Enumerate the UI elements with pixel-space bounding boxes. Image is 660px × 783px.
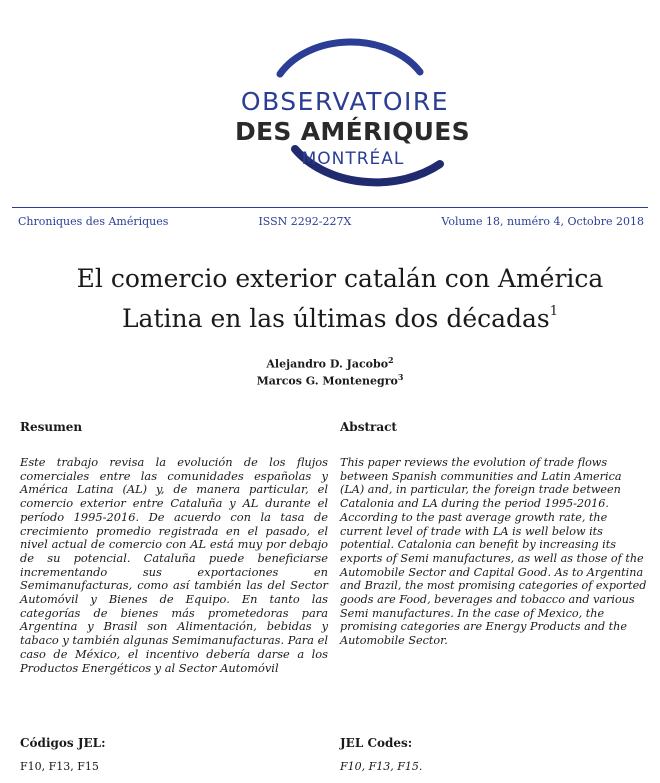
author-1-name: Alejandro D. Jacobo (266, 357, 389, 371)
title-line-2 (40, 295, 640, 335)
abstract-heading: Abstract (340, 420, 397, 434)
author-1-footnote: 2 (388, 355, 394, 365)
resumen-heading: Resumen (20, 420, 83, 434)
jel-codes-es-heading: Códigos JEL: (20, 736, 106, 750)
author-list (0, 354, 660, 387)
resumen-text: Este trabajo revisa la evolución de los flujos comerciales entre las comunidades españolas y América Latina (AL) y, de manera particular, el comercio exterior entre Cataluña y AL durante el período 1995-2016. De acuerdo con la tasa de crecimiento promedio registrada en el pasado, el nivel actual de comercio con AL está muy por debajo de su potencial. Cataluña puede beneficiarse incrementando sus exportaciones en Semimanufacturas, como así también las del Sector Automóvil y Bienes de Equipo. En tanto las categorías de bienes más prometedoras para Argentina y Brasil son Alimentación, bebidas y tabaco y también algunas Semimanufacturas. Para el caso de México, el incentivo debería darse a los Productos Energéticos y al Sector Automóvil (20, 455, 328, 675)
logo-text-montreal: MONTRÉAL (301, 149, 405, 169)
jel-codes-en (340, 736, 648, 773)
jel-codes-es-value: F10, F13, F15 (20, 760, 99, 773)
article-title (40, 262, 640, 335)
issn: ISSN 2292-227X (258, 215, 352, 228)
logo-text-des-ameriques: DES AMÉRIQUES (235, 117, 470, 146)
title-line-2-text: Latina en las últimas dos décadas (121, 304, 550, 333)
title-footnote-marker: 1 (549, 304, 559, 319)
journal-header (18, 215, 644, 228)
jel-codes-es (20, 736, 328, 773)
abstract-section (340, 420, 648, 648)
author-2 (0, 371, 660, 388)
journal-name: Chroniques des Amériques (18, 215, 169, 228)
header-rule (12, 207, 648, 208)
author-2-name: Marcos G. Montenegro (256, 374, 398, 388)
jel-codes-en-value: F10, F13, F15. (340, 760, 423, 773)
author-1 (0, 354, 660, 371)
resumen-section (20, 420, 328, 675)
author-2-footnote: 3 (397, 371, 404, 382)
logo-text-observatoire: OBSERVATOIRE (240, 87, 450, 116)
observatoire-logo (235, 14, 470, 200)
jel-codes-en-heading: JEL Codes: (340, 736, 413, 750)
volume-info: Volume 18, numéro 4, Octobre 2018 (441, 215, 644, 228)
abstract-text: This paper reviews the evolution of trade flows between Spanish communities and Latin America (LA) and, in particular, the foreign trade between Catalonia and LA during the period 1995-2016. According to the past average growth rate, the current level of trade with LA is well below its potential. Catalonia can benefit by increasing its exports of Semi manufactures, as well as those of the Automobile Sector and Capital Good. As to Argentina and Brazil, the most promising categories of exported goods are Food, beverages and tobacco and various Semi manufactures. In the case of Mexico, the promising categories are Energy Products and the Automobile Sector. (340, 456, 647, 648)
title-line-1: El comercio exterior catalán con América (76, 264, 604, 293)
